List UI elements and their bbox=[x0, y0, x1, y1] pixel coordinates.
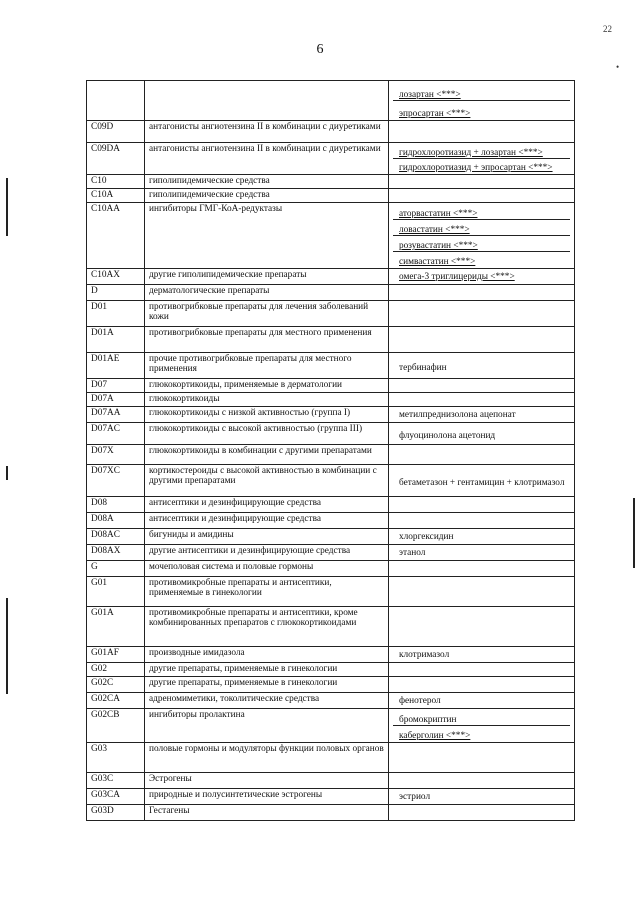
group-name-cell: другие препараты, применяемые в гинекологии bbox=[145, 677, 389, 693]
group-name-cell: Эстрогены bbox=[145, 773, 389, 789]
group-name-cell: природные и полусинтетические эстрогены bbox=[145, 789, 389, 805]
atc-code-cell: G02CA bbox=[87, 693, 145, 709]
group-name-cell: глюкокортикоиды с высокой активностью (группа III) bbox=[145, 423, 389, 445]
atc-code-cell: C09DA bbox=[87, 143, 145, 175]
group-name-cell: Гестагены bbox=[145, 805, 389, 821]
table-row bbox=[87, 773, 575, 789]
table-row bbox=[87, 607, 575, 647]
drug-name: флуоцинолона ацетонид bbox=[399, 431, 496, 441]
group-name-cell: противогрибковые препараты для лечения заболеваний кожи bbox=[145, 301, 389, 327]
group-name-cell: противогрибковые препараты для местного применения bbox=[145, 327, 389, 353]
drug-name-cell bbox=[389, 465, 575, 497]
atc-code-cell: D08 bbox=[87, 497, 145, 513]
atc-code-cell: G bbox=[87, 561, 145, 577]
drug-classification-table bbox=[86, 80, 575, 821]
group-name-cell: глюкокортикоиды, применяемые в дерматологии bbox=[145, 379, 389, 393]
atc-code-cell: D08AC bbox=[87, 529, 145, 545]
atc-code-cell: G01 bbox=[87, 577, 145, 607]
atc-code-cell: G02CB bbox=[87, 709, 145, 743]
drug-name-cell bbox=[389, 805, 575, 821]
table-row bbox=[87, 545, 575, 561]
atc-code-cell: G02C bbox=[87, 677, 145, 693]
atc-code-cell: D bbox=[87, 285, 145, 301]
table-row bbox=[87, 301, 575, 327]
group-name-cell: другие гиполипидемические препараты bbox=[145, 269, 389, 285]
drug-name: каберголин <***> bbox=[399, 731, 471, 741]
drug-name-cell bbox=[389, 423, 575, 445]
table-row bbox=[87, 143, 575, 175]
table-row bbox=[87, 203, 575, 269]
table-row bbox=[87, 407, 575, 423]
drug-name: метилпреднизолона ацепонат bbox=[399, 410, 516, 420]
group-name-cell: бигуниды и амидины bbox=[145, 529, 389, 545]
drug-name-cell bbox=[389, 189, 575, 203]
drug-name: фенотерол bbox=[399, 696, 441, 706]
atc-code-cell: G02 bbox=[87, 663, 145, 677]
group-name-cell: антагонисты ангиотензина II в комбинации с диуретиками bbox=[145, 121, 389, 143]
drug-name-cell bbox=[389, 393, 575, 407]
scan-margin-mark bbox=[633, 498, 635, 568]
atc-code-cell: D01A bbox=[87, 327, 145, 353]
page-number: 6 bbox=[316, 42, 324, 57]
table-row bbox=[87, 353, 575, 379]
drug-name-cell bbox=[389, 561, 575, 577]
table-row bbox=[87, 743, 575, 773]
group-name-cell bbox=[145, 81, 389, 121]
table-row bbox=[87, 709, 575, 743]
atc-code-cell: G03D bbox=[87, 805, 145, 821]
atc-code-cell: G01A bbox=[87, 607, 145, 647]
drug-name: бетаметазон + гентамицин + клотримазол bbox=[399, 478, 565, 488]
table-row bbox=[87, 269, 575, 285]
drug-name: розувастатин <***> bbox=[393, 236, 570, 252]
scan-margin-mark bbox=[6, 598, 8, 694]
drug-name-cell bbox=[389, 513, 575, 529]
table-row bbox=[87, 423, 575, 445]
table-row bbox=[87, 81, 575, 121]
table-row bbox=[87, 693, 575, 709]
group-name-cell: антисептики и дезинфицирующие средства bbox=[145, 513, 389, 529]
drug-name: гидрохлоротиазид + эпросартан <***> bbox=[399, 163, 553, 173]
drug-name-cell bbox=[389, 789, 575, 805]
atc-code-cell: D07AA bbox=[87, 407, 145, 423]
drug-name-cell bbox=[389, 407, 575, 423]
table-row bbox=[87, 529, 575, 545]
atc-code-cell: G03CA bbox=[87, 789, 145, 805]
atc-code-cell: D07A bbox=[87, 393, 145, 407]
atc-code-cell: C10 bbox=[87, 175, 145, 189]
drug-name: омега-3 триглицериды <***> bbox=[399, 272, 515, 282]
atc-code-cell: D08A bbox=[87, 513, 145, 529]
table-row bbox=[87, 465, 575, 497]
group-name-cell: гиполипидемические средства bbox=[145, 175, 389, 189]
group-name-cell: глюкокортикоиды bbox=[145, 393, 389, 407]
corner-dot: • bbox=[616, 62, 620, 72]
drug-name: эпросартан <***> bbox=[399, 109, 471, 119]
group-name-cell: другие препараты, применяемые в гинекологии bbox=[145, 663, 389, 677]
group-name-cell: антисептики и дезинфицирующие средства bbox=[145, 497, 389, 513]
table-row bbox=[87, 497, 575, 513]
atc-code-cell: G03 bbox=[87, 743, 145, 773]
group-name-cell: адреномиметики, токолитические средства bbox=[145, 693, 389, 709]
drug-name-cell bbox=[389, 353, 575, 379]
atc-code-cell: C10A bbox=[87, 189, 145, 203]
group-name-cell: производные имидазола bbox=[145, 647, 389, 663]
group-name-cell: противомикробные препараты и антисептики, кроме комбинированных препаратов с глюкокортикоидами bbox=[145, 607, 389, 647]
group-name-cell: антагонисты ангиотензина II в комбинации с диуретиками bbox=[145, 143, 389, 175]
table-row bbox=[87, 121, 575, 143]
atc-code-cell: G01AF bbox=[87, 647, 145, 663]
drug-name-cell bbox=[389, 577, 575, 607]
drug-name-cell bbox=[389, 327, 575, 353]
drug-name: бромокриптин bbox=[393, 710, 570, 726]
drug-name: эстриол bbox=[399, 792, 431, 802]
atc-code-cell: D01 bbox=[87, 301, 145, 327]
table-row bbox=[87, 561, 575, 577]
drug-name: этанол bbox=[399, 548, 426, 558]
drug-name: хлоргексидин bbox=[399, 532, 454, 542]
group-name-cell: кортикостероиды с высокой активностью в комбинации с другими препаратами bbox=[145, 465, 389, 497]
atc-code-cell: G03C bbox=[87, 773, 145, 789]
group-name-cell: дерматологические препараты bbox=[145, 285, 389, 301]
table-row bbox=[87, 327, 575, 353]
atc-code-cell: D07 bbox=[87, 379, 145, 393]
group-name-cell: прочие противогрибковые препараты для местного применения bbox=[145, 353, 389, 379]
group-name-cell: половые гормоны и модуляторы функции половых органов bbox=[145, 743, 389, 773]
atc-code-cell: D08AX bbox=[87, 545, 145, 561]
drug-name-cell bbox=[389, 143, 575, 175]
group-name-cell: противомикробные препараты и антисептики, применяемые в гинекологии bbox=[145, 577, 389, 607]
table-row bbox=[87, 647, 575, 663]
drug-name-cell bbox=[389, 743, 575, 773]
drug-name-cell bbox=[389, 647, 575, 663]
table-row bbox=[87, 393, 575, 407]
drug-name-cell bbox=[389, 81, 575, 121]
scan-margin-mark bbox=[6, 178, 8, 236]
drug-name-cell bbox=[389, 379, 575, 393]
drug-name: симвастатин <***> bbox=[399, 257, 476, 267]
drug-name-cell bbox=[389, 773, 575, 789]
drug-name-cell bbox=[389, 529, 575, 545]
drug-name-cell bbox=[389, 301, 575, 327]
group-name-cell: глюкокортикоиды с низкой активностью (группа I) bbox=[145, 407, 389, 423]
drug-name: аторвастатин <***> bbox=[393, 204, 570, 220]
table-row bbox=[87, 189, 575, 203]
table-row bbox=[87, 445, 575, 465]
group-name-cell: гиполипидемические средства bbox=[145, 189, 389, 203]
atc-code-cell bbox=[87, 81, 145, 121]
atc-code-cell: C10AA bbox=[87, 203, 145, 269]
drug-name: ловастатин <***> bbox=[393, 220, 570, 236]
drug-name: клотримазол bbox=[399, 650, 450, 660]
drug-name-cell bbox=[389, 269, 575, 285]
atc-code-cell: D07XC bbox=[87, 465, 145, 497]
table-row bbox=[87, 577, 575, 607]
group-name-cell: ингибиторы ГМГ-КоА-редуктазы bbox=[145, 203, 389, 269]
drug-name-cell bbox=[389, 203, 575, 269]
atc-code-cell: D01AE bbox=[87, 353, 145, 379]
corner-mark: 22 bbox=[603, 24, 612, 34]
drug-name-cell bbox=[389, 607, 575, 647]
table-row bbox=[87, 677, 575, 693]
drug-name-cell bbox=[389, 545, 575, 561]
drug-name-cell bbox=[389, 677, 575, 693]
drug-name: гидрохлоротиазид + лозартан <***> bbox=[393, 144, 570, 159]
group-name-cell: ингибиторы пролактина bbox=[145, 709, 389, 743]
drug-name: тербинафин bbox=[399, 363, 447, 373]
drug-name-cell bbox=[389, 175, 575, 189]
group-name-cell: мочеполовая система и половые гормоны bbox=[145, 561, 389, 577]
table-row bbox=[87, 789, 575, 805]
drug-name: лозартан <***> bbox=[393, 82, 570, 101]
atc-code-cell: C10AX bbox=[87, 269, 145, 285]
group-name-cell: глюкокортикоиды в комбинации с другими препаратами bbox=[145, 445, 389, 465]
table-row bbox=[87, 513, 575, 529]
table-row bbox=[87, 175, 575, 189]
atc-code-cell: D07X bbox=[87, 445, 145, 465]
drug-name-cell bbox=[389, 121, 575, 143]
atc-code-cell: C09D bbox=[87, 121, 145, 143]
table-row bbox=[87, 805, 575, 821]
drug-name-cell bbox=[389, 709, 575, 743]
table-row bbox=[87, 379, 575, 393]
drug-name-cell bbox=[389, 445, 575, 465]
drug-name-cell bbox=[389, 497, 575, 513]
atc-code-cell: D07AC bbox=[87, 423, 145, 445]
table-row bbox=[87, 663, 575, 677]
drug-name-cell bbox=[389, 693, 575, 709]
table-row bbox=[87, 285, 575, 301]
drug-name-cell bbox=[389, 285, 575, 301]
drug-name-cell bbox=[389, 663, 575, 677]
scan-margin-mark bbox=[6, 466, 8, 480]
group-name-cell: другие антисептики и дезинфицирующие средства bbox=[145, 545, 389, 561]
